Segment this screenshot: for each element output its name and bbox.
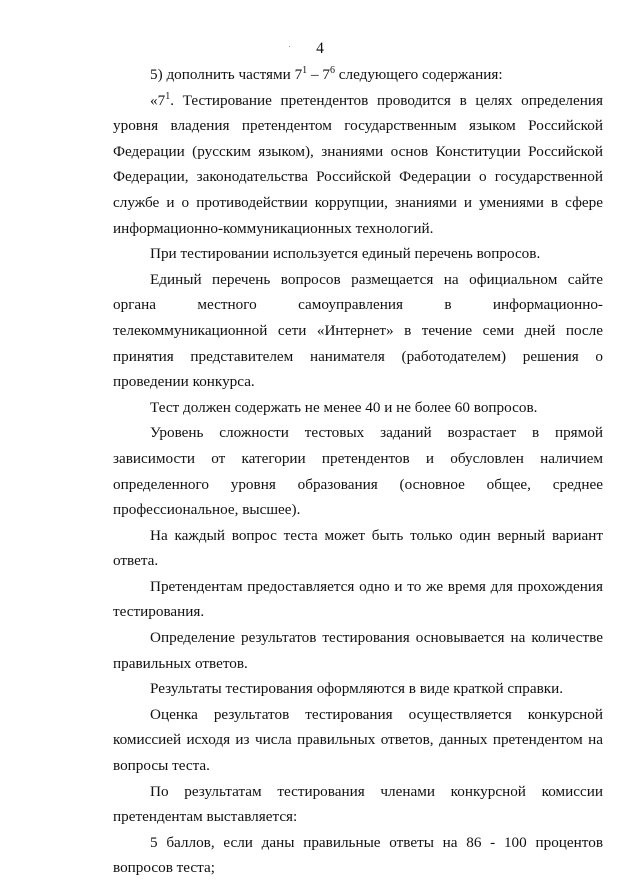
intro-text-b: – 7 bbox=[307, 66, 330, 83]
paragraph: Уровень сложности тестовых заданий возрастает в прямой зависимости от категории претендентов и обусловлен наличием определенного уровня образования (основное общее, среднее профессиональное, высшее). bbox=[113, 424, 603, 519]
paragraph: Оценка результатов тестирования осуществляется конкурсной комиссией исходя из числа правильных ответов, данных претендентом на вопросы теста. bbox=[113, 705, 603, 775]
p1-sup: 1 bbox=[165, 90, 171, 102]
paragraph: 5 баллов, если даны правильные ответы на 86 - 100 процентов вопросов теста; bbox=[113, 833, 603, 877]
p1-text-b: . Тестирование претендентов проводится в целях определения уровня владения претендентом государственным языком Российской Федерации (русским языком), знаниями основ Конституции Российской Федерации, законодательства Российской Федерации о государственной службе и о противодействии коррупции, знаниями и умениями в сфере информационно-коммуникационных технологий. bbox=[113, 91, 603, 237]
document-body bbox=[113, 62, 603, 881]
paragraph: Претендентам предоставляется одно и то же время для прохождения тестирования. bbox=[113, 577, 603, 621]
paragraph: На каждый вопрос теста может быть только один верный вариант ответа. bbox=[113, 526, 603, 570]
paragraph-testing-purpose bbox=[113, 88, 603, 242]
p1-text-a: «7 bbox=[150, 91, 166, 109]
amendment-intro bbox=[113, 62, 603, 88]
paragraph: По результатам тестирования членами конкурсной комиссии претендентам выставляется: bbox=[113, 782, 603, 826]
intro-text-a: 5) дополнить частями 7 bbox=[150, 66, 303, 83]
paragraph: Тест должен содержать не менее 40 и не более 60 вопросов. bbox=[150, 398, 538, 416]
intro-text-c: следующего содержания: bbox=[334, 66, 503, 83]
paragraph: Определение результатов тестирования основывается на количестве правильных ответов. bbox=[113, 629, 603, 672]
paragraph: При тестировании используется единый перечень вопросов. bbox=[150, 245, 541, 263]
paragraph: Единый перечень вопросов размещается на официальном сайте органа местного самоуправления в информационно-телекоммуникационной сети «Интернет» в течение семи дней после принятия представителем нанимателя (работодателем) решения о проведении конкурса. bbox=[113, 270, 603, 391]
page-number: 4 bbox=[316, 40, 324, 57]
paragraph: Результаты тестирования оформляются в виде краткой справки. bbox=[150, 680, 564, 698]
intro-sup-1: 1 bbox=[302, 65, 308, 76]
intro-sup-6: 6 bbox=[329, 65, 335, 76]
